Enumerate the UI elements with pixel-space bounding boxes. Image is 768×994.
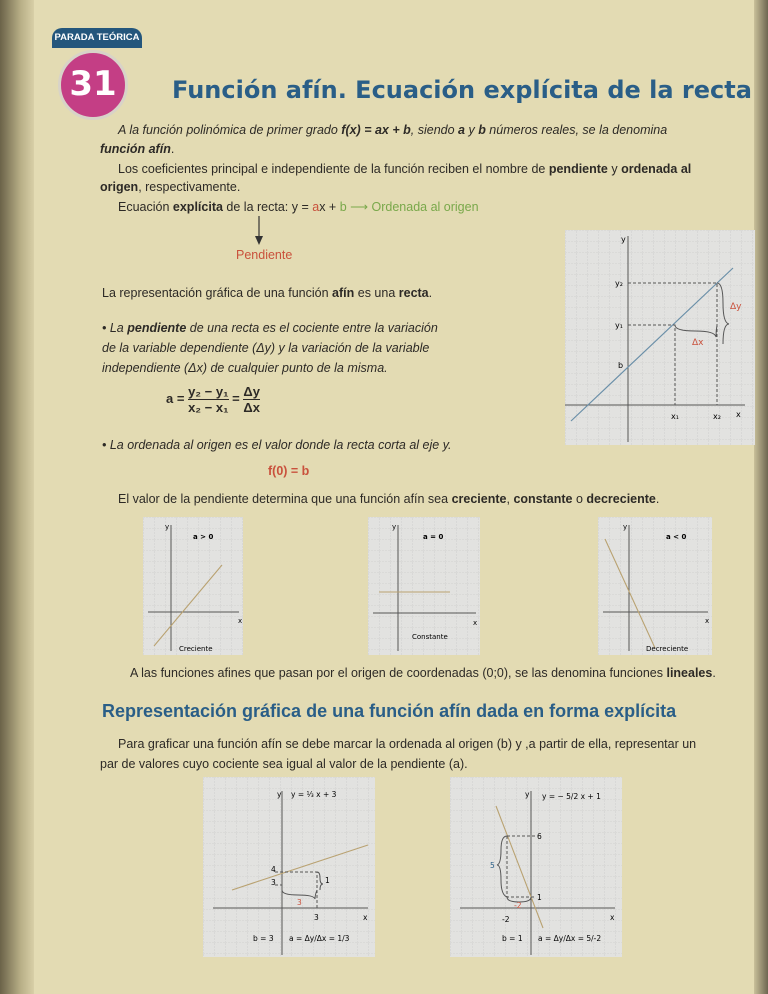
graph-constant xyxy=(368,517,480,655)
svg-text:4: 4 xyxy=(271,865,276,874)
svg-text:y: y xyxy=(525,790,530,799)
svg-text:-2: -2 xyxy=(502,915,510,924)
svg-text:a = 0: a = 0 xyxy=(423,533,444,541)
lineales-text: A las funciones afines que pasan por el origen de coordenadas (0;0), se las denomina funciones lineales. xyxy=(130,666,716,680)
bullet-pendiente-1: • La pendiente de una recta es el cociente entre la variación xyxy=(102,321,438,335)
lesson-badge xyxy=(52,20,142,124)
svg-text:Decreciente: Decreciente xyxy=(646,645,689,653)
svg-text:x: x xyxy=(238,617,243,625)
svg-text:y: y xyxy=(277,790,282,799)
svg-text:a = Δy/Δx = 1/3: a = Δy/Δx = 1/3 xyxy=(289,934,350,943)
svg-text:3: 3 xyxy=(297,898,302,907)
svg-text:x: x xyxy=(473,619,478,627)
svg-text:b = 3: b = 3 xyxy=(253,934,274,943)
example-graph-1 xyxy=(203,777,375,957)
section-text-2: par de valores cuyo cociente sea igual al valor de la pendiente (a). xyxy=(100,757,468,771)
svg-text:a > 0: a > 0 xyxy=(193,533,214,541)
svg-text:y₁: y₁ xyxy=(615,321,623,330)
svg-text:x: x xyxy=(705,617,710,625)
lesson-number: 31 xyxy=(58,50,128,120)
svg-text:y₂: y₂ xyxy=(615,279,623,288)
example-graph-2 xyxy=(450,777,622,957)
svg-text:x₁: x₁ xyxy=(671,412,679,421)
svg-text:a = Δy/Δx = 5/-2: a = Δy/Δx = 5/-2 xyxy=(538,934,602,943)
svg-text:Creciente: Creciente xyxy=(179,645,213,653)
svg-text:x: x xyxy=(736,410,741,419)
svg-text:6: 6 xyxy=(537,832,542,841)
svg-text:-2: -2 xyxy=(514,901,522,910)
arrow-down-icon xyxy=(254,216,264,246)
section-heading: Representación gráfica de una función afín dada en forma explícita xyxy=(102,701,677,721)
intro-line-1: A la función polinómica de primer grado f(x) = ax + b, siendo a y b números reales, se la denomina xyxy=(118,123,668,137)
pendiente-label: Pendiente xyxy=(236,248,293,262)
svg-text:1: 1 xyxy=(537,893,542,902)
intro-line-3: Los coeficientes principal e independiente de la función reciben el nombre de pendiente y ordenada al xyxy=(118,162,692,176)
graph-representation-text: La representación gráfica de una función afín es una recta. xyxy=(102,286,433,300)
bullet-ordenada: • La ordenada al origen es el valor donde la recta corta al eje y. xyxy=(102,438,452,452)
bullet-pendiente-2: de la variable dependiente (Δy) y la variación de la variable xyxy=(102,341,430,355)
svg-text:y = ⅓ x + 3: y = ⅓ x + 3 xyxy=(291,790,337,799)
svg-text:1: 1 xyxy=(325,876,330,885)
svg-text:a < 0: a < 0 xyxy=(666,533,687,541)
svg-text:y = − 5/2 x + 1: y = − 5/2 x + 1 xyxy=(542,792,601,801)
svg-text:y: y xyxy=(621,235,626,244)
graph-increasing xyxy=(143,517,243,655)
svg-text:x: x xyxy=(610,913,615,922)
svg-text:y: y xyxy=(165,523,170,531)
badge-label: PARADA TEÓRICA xyxy=(52,28,142,48)
svg-text:b: b xyxy=(618,361,624,370)
svg-text:b = 1: b = 1 xyxy=(502,934,523,943)
svg-text:Δy: Δy xyxy=(730,302,742,312)
svg-text:Δx: Δx xyxy=(692,338,704,348)
slope-formula: a = $\frac{\text{y₂ − y₁}}{\text{x₂ − x₁}}$ = $\frac{\Delta y}{\Delta x}$ xyxy=(166,384,260,416)
page-title: Función afín. Ecuación explícita de la recta xyxy=(172,76,752,104)
svg-text:3: 3 xyxy=(271,878,276,887)
svg-text:Constante: Constante xyxy=(412,633,448,641)
svg-text:x: x xyxy=(363,913,368,922)
page-binding-shadow xyxy=(0,0,34,994)
explicit-equation: Ecuación explícita de la recta: y = ax + b ⟶ Ordenada al origen xyxy=(118,200,479,214)
svg-text:3: 3 xyxy=(314,913,319,922)
intro-line-4: origen, respectivamente. xyxy=(100,180,241,194)
page-edge xyxy=(754,0,768,994)
svg-text:y: y xyxy=(392,523,397,531)
f0-formula: f(0) = b xyxy=(268,464,310,478)
graph-decreasing xyxy=(598,517,712,655)
svg-text:x₂: x₂ xyxy=(713,412,721,421)
svg-text:5: 5 xyxy=(490,861,495,870)
section-text-1: Para graficar una función afín se debe marcar la ordenada al origen (b) y ,a partir de ella, representar un xyxy=(118,737,697,751)
svg-text:y: y xyxy=(623,523,628,531)
intro-line-2: función afín. xyxy=(100,142,175,156)
slope-sign-text: El valor de la pendiente determina que una función afín sea creciente, constante o decreciente. xyxy=(118,492,660,506)
main-slope-graph xyxy=(565,230,755,445)
bullet-pendiente-3: independiente (Δx) de cualquier punto de la misma. xyxy=(102,361,388,375)
